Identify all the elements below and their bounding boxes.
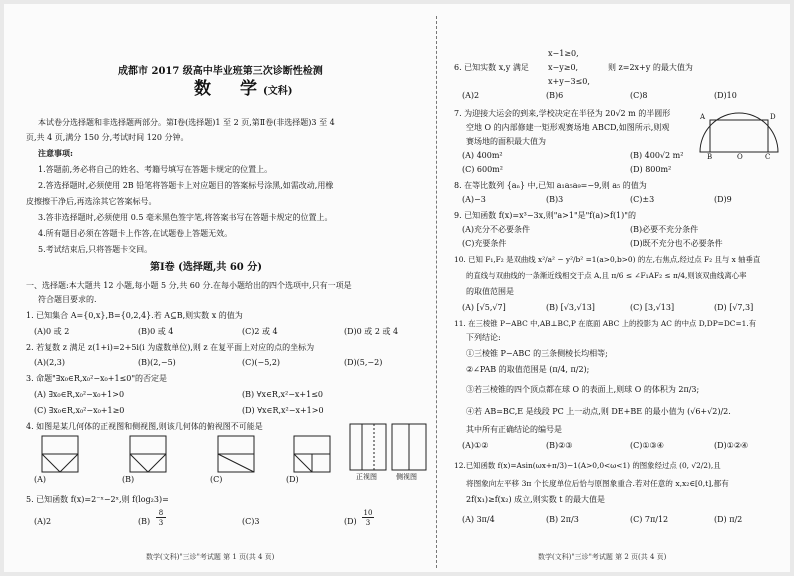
q5-b-denominator: 3 xyxy=(156,517,166,529)
q7-label-b: B xyxy=(707,153,713,161)
q7-label-c: C xyxy=(765,153,771,161)
q4-figure-b xyxy=(128,434,168,474)
section-intro-2: 符合题目要求的. xyxy=(38,295,97,304)
q2-option-d: (D)(5,−2) xyxy=(344,358,383,367)
intro-line-2: 页,共 4 页,满分 150 分,考试时间 120 分钟。 xyxy=(26,133,189,142)
subject-suffix: (文科) xyxy=(263,86,293,97)
q1-option-d: (D)0 或 2 或 4 xyxy=(344,327,399,336)
q11-option-a: (A)①② xyxy=(462,441,489,450)
q3-stem: 3. 命题"∃x₀∈R,x₀²−x₀+1≤0"的否定是 xyxy=(26,374,168,383)
q8-option-d: (D)9 xyxy=(714,195,732,204)
q11-conclusion-3: ③若三棱锥的四个顶点都在球 O 的表面上,则球 O 的体积为 2π/3; xyxy=(466,385,700,394)
q5-option-b: (B) xyxy=(138,517,151,526)
q11-conclusion-1: ①三棱锥 P−ABC 的三条侧棱长均相等; xyxy=(466,349,608,358)
notes-title: 注意事项: xyxy=(38,148,73,158)
q2-option-a: (A)(2,3) xyxy=(34,358,65,367)
q3-option-d: (D) ∀x∈R,x²−x+1>0 xyxy=(242,406,324,415)
q1-option-a: (A)0 或 2 xyxy=(34,327,70,336)
subject-name: 数 学 xyxy=(194,79,263,99)
q12-line-2: 将图象向左平移 3π 个长度单位后恰与原图象重合.若对任意的 x,x₂∈[0,t],都有 xyxy=(466,479,729,488)
subject-title xyxy=(194,79,293,99)
front-view-label: 正视图 xyxy=(356,473,377,481)
note-1: 1.答题前,务必将自己的姓名、考籍号填写在答题卡规定的位置上。 xyxy=(38,165,273,174)
right-footer: 数学(文科)"三诊"考试题 第 2 页(共 4 页) xyxy=(538,553,667,561)
q8-option-a: (A)−3 xyxy=(462,195,486,204)
q4-option-a: (A) xyxy=(34,475,47,484)
q11-option-d: (D)①②④ xyxy=(714,441,749,450)
q11-option-c: (C)①③④ xyxy=(630,441,664,450)
q1-stem: 1. 已知集合 A={0,x},B={0,2,4}.若 A⊆B,则实数 x 的值为 xyxy=(26,311,243,320)
q12-option-b: (B) 2π/3 xyxy=(546,515,579,524)
q7-line-1: 7. 为迎接大运会的到来,学校决定在半径为 20√2 m 的半圆形 xyxy=(454,109,671,118)
q12-option-c: (C) 7π/12 xyxy=(630,515,669,524)
q8-option-c: (C)±3 xyxy=(630,195,655,204)
q9-stem: 9. 已知函数 f(x)=x³−3x,则"a>1"是"f(a)>f(1)"的 xyxy=(454,211,636,220)
q5-stem: 5. 已知函数 f(x)=2⁻ˣ−2ˣ,则 f(log₂3)= xyxy=(26,495,169,504)
q7-label-d: D xyxy=(770,113,776,121)
q12-line-1: 12.已知函数 f(x)=Asin(ωx+π/3)−1(A>0,0<ω<1) 的图象经过点 (0, √2/2),且 xyxy=(454,461,721,470)
q6-condition-2: x−y≥0, xyxy=(548,63,579,72)
q11-conclusion-2: ②∠PAB 的取值范围是 (π/4, π/2); xyxy=(466,365,590,374)
note-2-cont: 皮擦擦干净后,再选涂其它答案标号。 xyxy=(26,197,157,206)
q6-stem: 6. 已知实数 x,y 满足 xyxy=(454,63,529,72)
q2-option-c: (C)(−5,2) xyxy=(242,358,281,367)
q11-option-b: (B)②③ xyxy=(546,441,573,450)
intro-line-1: 本试卷分选择题和非选择题两部分。第Ⅰ卷(选择题)1 至 2 页,第Ⅱ卷(非选择题)3 至 4 xyxy=(38,118,335,127)
q4-option-d: (D) xyxy=(286,475,299,484)
q5-option-a: (A)2 xyxy=(34,517,52,526)
q7-label-o: O xyxy=(737,153,743,161)
q4-stem: 4. 如图是某几何体的正视图和侧视图,则该几何体的俯视图不可能是 xyxy=(26,422,263,431)
q10-line-1: 10. 已知 F₁,F₂ 是双曲线 x²/a² − y²/b² =1(a>0,b>0) 的左,右焦点,经过点 F₂ 且与 x 轴垂直 xyxy=(454,255,761,264)
q10-option-d: (D) [√7,3] xyxy=(714,303,754,312)
q7-option-b: (B) 400√2 m² xyxy=(630,151,684,160)
q5-d-denominator: 3 xyxy=(362,517,374,529)
section-intro-1: 一、选择题:本大题共 12 小题,每小题 5 分,共 60 分.在每小题给出的四个选项中,只有一项是 xyxy=(26,281,352,290)
q11-line-1: 11. 在三棱锥 P−ABC 中,AB⊥BC,P 在底面 ABC 上的投影为 AC 的中点 D,DP=DC=1.有 xyxy=(454,319,757,328)
q5-b-numerator: 8 xyxy=(158,509,164,517)
q10-line-3: 的取值范围是 xyxy=(466,287,514,296)
q3-option-c: (C) ∃x₀∈R,x₀²−x₀+1≥0 xyxy=(34,406,125,415)
q9-option-b: (B)必要不充分条件 xyxy=(630,225,699,234)
q9-option-a: (A)充分不必要条件 xyxy=(462,225,531,234)
q6-condition-3: x+y−3≤0, xyxy=(548,77,590,86)
exam-sheet xyxy=(4,4,790,572)
side-view-label: 侧视图 xyxy=(396,473,417,481)
q11-conclusion-4: ④若 AB=BC,E 是线段 PC 上一动点,则 DE+BE 的最小值为 (√6+√2)/2. xyxy=(466,407,731,416)
q10-option-c: (C) [3,√13] xyxy=(630,303,675,312)
q7-label-a: A xyxy=(700,113,706,121)
q6-option-a: (A)2 xyxy=(462,91,480,100)
left-footer: 数学(文科)"三诊"考试题 第 1 页(共 4 页) xyxy=(146,553,275,561)
q2-stem: 2. 若复数 z 满足 z(1+i)=2+5i(i 为虚数单位),则 z 在复平面上对应的点的坐标为 xyxy=(26,343,315,352)
q6-option-b: (B)6 xyxy=(546,91,564,100)
q7-option-c: (C) 600m² xyxy=(462,165,503,174)
page-divider xyxy=(436,16,437,568)
q11-line-7: 其中所有正确结论的编号是 xyxy=(466,425,562,434)
q4-option-c: (C) xyxy=(210,475,223,484)
q7-option-d: (D) 800m² xyxy=(630,165,672,174)
q2-option-b: (B)(2,−5) xyxy=(138,358,176,367)
q6-tail: 则 z=2x+y 的最大值为 xyxy=(608,63,693,72)
q7-option-a: (A) 400m² xyxy=(462,151,503,160)
q10-option-a: (A) [√5,√7] xyxy=(462,303,506,312)
q3-option-a: (A) ∃x₀∈R,x₀²−x₀+1>0 xyxy=(34,390,125,399)
q9-option-d: (D)既不充分也不必要条件 xyxy=(630,239,723,248)
q5-option-c: (C)3 xyxy=(242,517,260,526)
q12-option-a: (A) 3π/4 xyxy=(462,515,495,524)
note-3: 3.答非选择题时,必须使用 0.5 毫米黑色签字笔,将答案书写在答题卡规定的位置上。 xyxy=(38,213,333,222)
q6-option-d: (D)10 xyxy=(714,91,737,100)
q5-option-d: (D) xyxy=(344,517,357,526)
q1-option-c: (C)2 或 4 xyxy=(242,327,278,336)
q11-line-2: 下列结论: xyxy=(466,333,501,342)
exam-title: 成都市 2017 级高中毕业班第三次诊断性检测 xyxy=(118,66,323,77)
q7-line-3: 赛场地的面积最大值为 xyxy=(466,137,546,146)
note-4: 4.所有题目必须在答题卡上作答,在试题卷上答题无效。 xyxy=(38,229,233,238)
q10-line-2: 的直线与双曲线的一条渐近线相交于点 A,且 π/6 ≤ ∠F₁AF₂ ≤ π/4,则该双曲线离心率 xyxy=(466,271,747,280)
q4-figure-a xyxy=(40,434,80,474)
section-title: 第Ⅰ卷 (选择题,共 60 分) xyxy=(150,262,262,273)
note-5: 5.考试结束后,只将答题卡交回。 xyxy=(38,245,153,254)
q4-figure-c xyxy=(216,434,256,474)
q8-option-b: (B)3 xyxy=(546,195,564,204)
note-2: 2.答选择题时,必须使用 2B 铅笔将答题卡上对应题目的答案标号涂黑,如需改动,用橡 xyxy=(38,181,334,190)
q12-option-d: (D) π/2 xyxy=(714,515,743,524)
q7-line-2: 空地 O 的内部修建一矩形观赛场地 ABCD,如图所示,则观 xyxy=(466,123,670,132)
q3-option-b: (B) ∀x∈R,x²−x+1≤0 xyxy=(242,390,324,399)
q12-line-3: 2f(x₁)≥f(x₂) 成立,则实数 t 的最大值是 xyxy=(466,495,606,504)
q8-stem: 8. 在等比数列 {aₙ} 中,已知 a₁a₅a₉=−9,则 a₅ 的值为 xyxy=(454,181,647,190)
q6-condition-1: x−1≥0, xyxy=(548,49,579,58)
q5-d-numerator: 10 xyxy=(363,509,373,517)
q4-figure-d xyxy=(292,434,332,474)
q10-option-b: (B) [√3,√13] xyxy=(546,303,595,312)
q1-option-b: (B)0 或 4 xyxy=(138,327,174,336)
q6-option-c: (C)8 xyxy=(630,91,648,100)
q4-option-b: (B) xyxy=(122,475,135,484)
q9-option-c: (C)充要条件 xyxy=(462,239,507,248)
